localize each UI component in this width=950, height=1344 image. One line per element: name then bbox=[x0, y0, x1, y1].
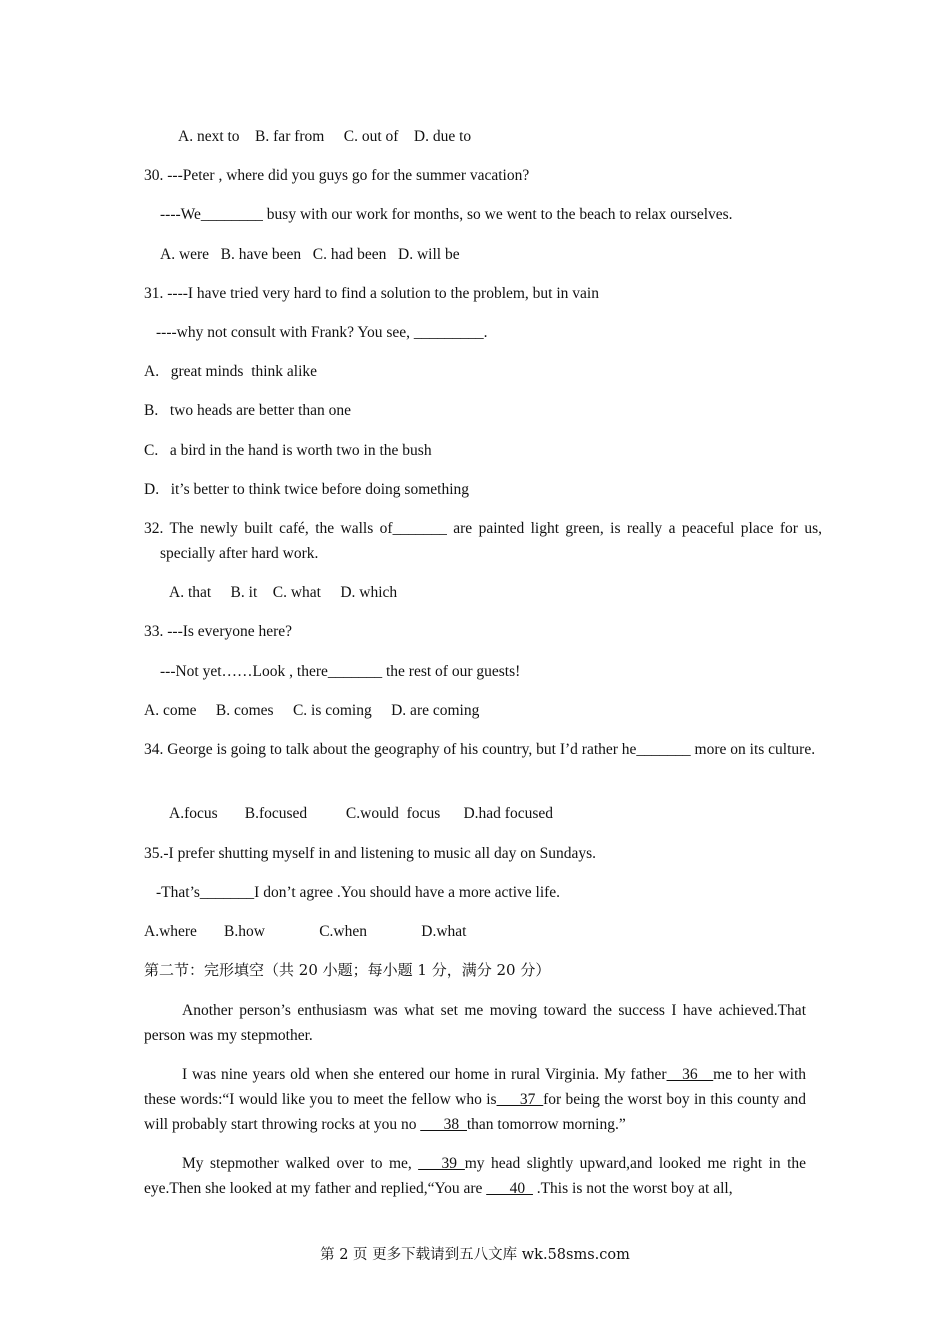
q33-stem: 33. ---Is everyone here? bbox=[144, 623, 293, 640]
passage-text: My stepmother walked over to me, bbox=[182, 1155, 419, 1172]
q35-options: A.where B.how C.when D.what bbox=[144, 923, 467, 940]
q30-stem: 30. ---Peter , where did you guys go for the summer vacation? bbox=[144, 167, 530, 184]
q31-option-d: D. it’s better to think twice before doing something bbox=[144, 481, 470, 498]
q32-stem: 32. The newly built café, the walls of_______ are painted light green, is really a peaceful place for us, specially after hard work. bbox=[144, 520, 822, 562]
passage-text: .This is not the worst boy at all, bbox=[532, 1180, 733, 1197]
passage-text: for being the worst boy in this county and will probably start throwing rocks at you no bbox=[144, 1091, 807, 1133]
passage-paragraph-2 bbox=[144, 1062, 806, 1137]
q33-options: A. come B. comes C. is coming D. are coming bbox=[144, 702, 480, 719]
q34-stem: 34. George is going to talk about the geography of his country, but I’d rather he_______ more on its culture. bbox=[144, 741, 816, 758]
q30-options: A. were B. have been C. had been D. will be bbox=[160, 246, 460, 263]
q32-options: A. that B. it C. what D. which bbox=[169, 584, 398, 601]
passage-text: I was nine years old when she entered our home in rural Virginia. My father bbox=[182, 1066, 667, 1083]
q31-option-b: B. two heads are better than one bbox=[144, 402, 352, 419]
section2-heading: 第二节：完形填空（共 20 小题；每小题 1 分，满分 20 分） bbox=[144, 961, 551, 979]
q29-options: A. next to B. far from C. out of D. due to bbox=[178, 128, 472, 145]
q31-reply: ----why not consult with Frank? You see, _________. bbox=[156, 324, 488, 341]
passage-paragraph-3 bbox=[144, 1151, 806, 1201]
blank-37: ___37_ bbox=[496, 1091, 544, 1108]
q35-stem: 35.-I prefer shutting myself in and listening to music all day on Sundays. bbox=[144, 845, 597, 862]
blank-38: ___38_ bbox=[420, 1116, 467, 1133]
passage-text: me to her with these words:“I would like you to meet the fellow who is bbox=[144, 1066, 807, 1108]
passage-text: my head slightly upward,and looked me right in the eye.Then she looked at my father and replied,“You are bbox=[144, 1155, 807, 1197]
blank-40: ___40_ bbox=[486, 1180, 533, 1197]
passage-paragraph-1: Another person’s enthusiasm was what set me moving toward the success I have achieved.That person was my stepmother. bbox=[144, 1002, 806, 1044]
blank-39: ___39_ bbox=[418, 1155, 465, 1172]
page-footer: 第 2 页 更多下载请到五八文库 wk.58sms.com bbox=[320, 1247, 630, 1263]
q31-option-a: A. great minds think alike bbox=[144, 363, 318, 380]
q33-reply: ---Not yet……Look , there_______ the rest of our guests! bbox=[160, 663, 521, 680]
q31-stem: 31. ----I have tried very hard to find a solution to the problem, but in vain bbox=[144, 285, 599, 302]
q35-reply: -That’s_______I don’t agree .You should have a more active life. bbox=[156, 884, 561, 901]
q30-reply: ----We________ busy with our work for months, so we went to the beach to relax ourselves. bbox=[160, 206, 733, 223]
q31-option-c: C. a bird in the hand is worth two in the bush bbox=[144, 442, 432, 459]
blank-36: __36__ bbox=[666, 1066, 714, 1083]
passage-text: than tomorrow morning.” bbox=[466, 1116, 626, 1133]
q34-options: A.focus B.focused C.would focus D.had focused bbox=[169, 805, 553, 822]
